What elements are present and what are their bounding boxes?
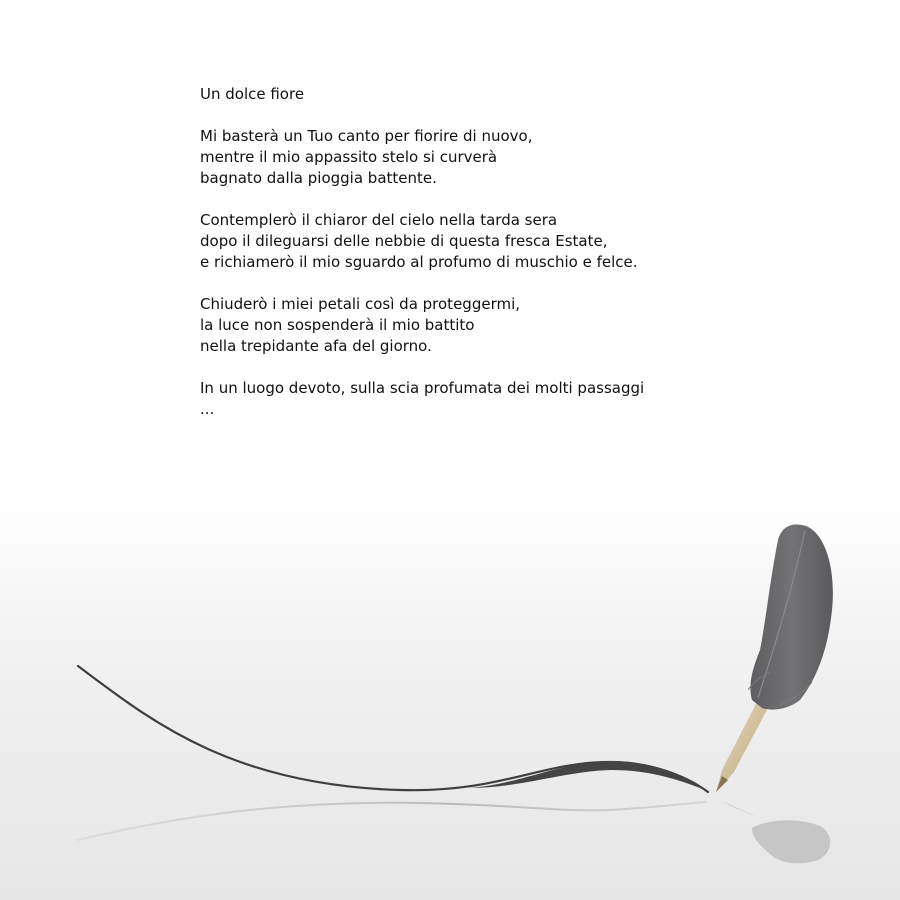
stanza-4 xyxy=(200,378,800,420)
ink-stroke xyxy=(78,666,708,792)
poem-line: nella trepidante afa del giorno. xyxy=(200,337,432,355)
poem-line: mentre il mio appassito stelo si curverà xyxy=(200,148,498,166)
poem-line: Mi basterà un Tuo canto per fiorire di nuovo, xyxy=(200,127,533,145)
ink-stroke-thick xyxy=(470,761,705,790)
stanza-1 xyxy=(200,126,800,189)
poem-line: Chiuderò i miei petali così da proteggermi, xyxy=(200,295,521,313)
quill-pen-icon xyxy=(0,500,900,900)
poem-line: Contemplerò il chiaror del cielo nella tarda sera xyxy=(200,211,558,229)
poem xyxy=(200,84,800,420)
poem-line: dopo il dileguarsi delle nebbie di questa fresca Estate, xyxy=(200,232,608,250)
poem-ellipsis: ... xyxy=(200,400,215,418)
poem-line: bagnato dalla pioggia battente. xyxy=(200,169,437,187)
poem-line: In un luogo devoto, sulla scia profumata dei molti passaggi xyxy=(200,379,645,397)
stanza-3 xyxy=(200,294,800,357)
feather-reflection xyxy=(720,800,830,863)
ink-reflection xyxy=(78,802,706,840)
poem-line: e richiamerò il mio sguardo al profumo di muschio e felce. xyxy=(200,253,638,271)
poem-line: la luce non sospenderà il mio battito xyxy=(200,316,475,334)
poem-title: Un dolce fiore xyxy=(200,85,305,103)
stanza-2 xyxy=(200,210,800,273)
